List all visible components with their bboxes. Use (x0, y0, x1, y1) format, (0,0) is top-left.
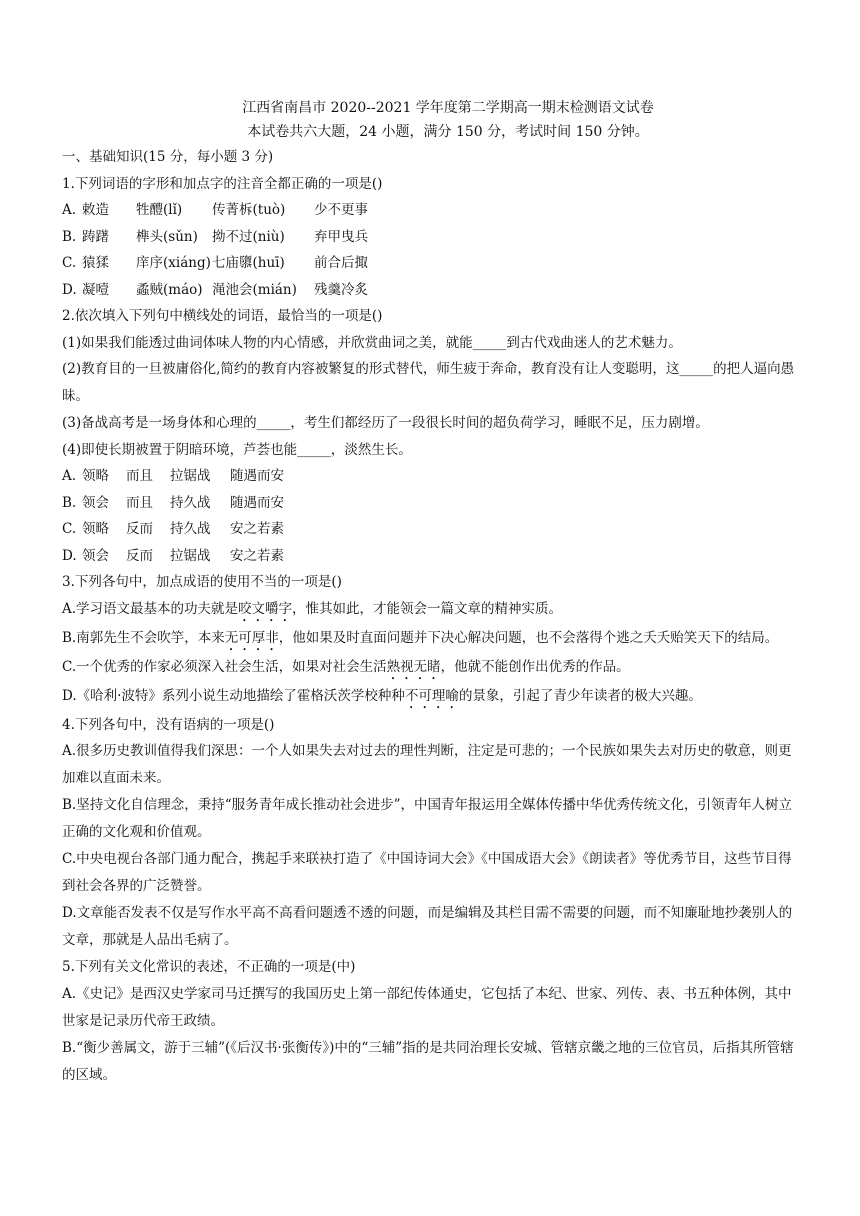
question-2-sentence-2: (2)教育目的一旦被庸俗化,简约的教育内容被繁复的形式替代，师生疲于奔命，教育没有让人变聪明，这_____的把人逼向愚昧。 (62, 361, 795, 404)
question-2-stem: 2.依次填入下列句中横线处的词语，最恰当的一项是() (62, 308, 383, 324)
option-text: ，他就不能创作出优秀的作品。 (440, 658, 630, 675)
question-2-option-a (62, 463, 798, 490)
option-word: 反而 (126, 521, 153, 537)
question-4-option-a: A.很多历史教训值得我们深思：一个人如果失去对过去的理性判断，注定是可悲的；一个民族如果失去对历史的敬意，则更加难以直面未来。 (62, 743, 792, 786)
dotted-idiom: 无可厚非 (224, 629, 279, 646)
option-word: 蟊贼(máo) (136, 281, 203, 298)
question-3-option-d (62, 683, 798, 712)
dotted-idiom: 不可理喻 (404, 687, 459, 704)
question-1-option-a (62, 197, 798, 224)
option-letter: B. (62, 228, 77, 245)
option-word: 踌躇 (82, 228, 109, 245)
option-word: 持久战 (170, 521, 211, 537)
question-4-stem: 4.下列各句中，没有语病的一项是() (62, 716, 275, 733)
exam-page (62, 96, 798, 1089)
option-word: 而且 (126, 494, 153, 511)
option-word: 传菁柝(tuò) (212, 202, 286, 218)
option-letter: A. (62, 202, 77, 218)
option-word: 领略 (82, 521, 109, 537)
option-word: 随遇而安 (230, 494, 284, 511)
option-text: A.学习语文最基本的功夫就是 (62, 600, 239, 617)
option-word: 安之若素 (230, 521, 284, 537)
option-text: 的景象，引起了青少年读者的极大兴趣。 (458, 687, 702, 704)
option-word: 牲醴(lǐ) (136, 202, 183, 218)
option-letter: D. (62, 547, 77, 564)
question-3-option-c (62, 654, 798, 683)
option-word: 庠序(xiáng) (136, 255, 211, 271)
question-5-stem: 5.下列有关文化常识的表述，不正确的一项是(中) (62, 959, 356, 975)
option-word: 弃甲曳兵 (314, 228, 368, 245)
question-3-option-a (62, 596, 798, 625)
dotted-idiom: 熟视无睹 (386, 658, 441, 675)
option-text: ，他如果及时直面问题并下决心解决问题，也不会落得个逃之夭夭贻笑天下的结局。 (278, 629, 779, 646)
option-letter: D. (62, 281, 77, 298)
option-word: 少不更事 (314, 202, 368, 218)
question-2-option-c (62, 516, 798, 543)
option-letter: B. (62, 494, 77, 511)
question-3-stem: 3.下列各句中，加点成语的使用不当的一项是() (62, 574, 342, 590)
option-word: 随遇而安 (230, 468, 284, 484)
question-2-sentence-4: (4)即使长期被置于阴暗环境，芦荟也能_____，淡然生长。 (62, 441, 412, 458)
exam-title: 江西省南昌市 2020--2021 学年度第二学期高一期末检测语文试卷 (242, 100, 654, 116)
question-5-option-b: B.“衡少善属文，游于三辅”(《后汉书·张衡传》)中的“三辅”指的是共同治理长安城、管辖京畿之地的三位官员，后指其所管辖的区域。 (62, 1039, 794, 1083)
option-text: C.一个优秀的作家必须深入社会生活，如果对社会生活 (62, 658, 387, 675)
option-word: 反而 (126, 547, 153, 564)
option-word: 榫头(sǔn) (136, 228, 198, 245)
exam-subtitle: 本试卷共六大题，24 小题，满分 150 分，考试时间 150 分钟。 (247, 124, 649, 140)
question-1-option-b (62, 224, 798, 251)
question-2-sentence-3: (3)备战高考是一场身体和心理的_____，考生们都经历了一段很长时间的超负荷学习，睡眠不足，压力剧增。 (62, 415, 709, 431)
option-word: 残羹冷炙 (314, 281, 368, 298)
option-word: 领会 (82, 494, 109, 511)
question-4-option-c: C.中央电视台各部门通力配合，携起手来联袂打造了《中国诗词大会》《中国成语大会》《朗读者》等优秀节目，这些节目得到社会各界的广泛赞誉。 (62, 851, 792, 894)
question-3-option-b (62, 625, 798, 654)
question-2-option-d (62, 543, 798, 570)
dotted-idiom: 咬文嚼字 (238, 600, 293, 617)
option-text: ，惟其如此，才能领会一篇文章的精神实质。 (292, 600, 563, 617)
option-letter: C. (62, 255, 77, 271)
option-word: 拗不过(niù) (212, 228, 285, 245)
option-word: 拉锯战 (170, 547, 211, 564)
option-word: 前合后掫 (314, 255, 368, 271)
question-4-option-b: B.坚持文化自信理念，秉持“服务青年成长推动社会进步”，中国青年报运用全媒体传播中华优秀传统文化，引领青年人树立正确的文化观和价值观。 (62, 797, 793, 840)
option-text: B.南郭先生不会吹竽，本来 (62, 629, 225, 646)
option-word: 而且 (126, 468, 153, 484)
option-word: 持久战 (170, 494, 211, 511)
question-2-sentence-1: (1)如果我们能透过曲词体味人物的内心情感，并欣赏曲词之美，就能_____到古代戏曲迷人的艺术魅力。 (62, 334, 682, 351)
option-word: 渑池会(mián) (212, 281, 297, 298)
section-heading: 一、基础知识(15 分，每小题 3 分) (62, 149, 274, 165)
question-1-option-c (62, 250, 798, 277)
question-1-stem: 1.下列词语的字形和加点字的注音全都正确的一项是() (62, 175, 383, 192)
option-word: 安之若素 (230, 547, 284, 564)
option-word: 凝噎 (82, 281, 109, 298)
option-word: 拉锯战 (170, 468, 211, 484)
question-4-option-d: D.文章能否发表不仅是写作水平高不高看问题透不透的问题，而是编辑及其栏目需不需要的问题，而不知廉耻地抄袭别人的文章，那就是人品出毛病了。 (62, 905, 793, 948)
option-letter: C. (62, 521, 77, 537)
option-word: 敕造 (82, 202, 109, 218)
question-1-option-d (62, 277, 798, 304)
option-letter: A. (62, 468, 77, 484)
option-word: 七庙隳(huī) (212, 255, 285, 271)
question-2-option-b (62, 490, 798, 517)
option-word: 领略 (82, 468, 109, 484)
option-word: 猿猱 (82, 255, 109, 271)
question-5-option-a: A.《史记》是西汉史学家司马迁撰写的我国历史上第一部纪传体通史，它包括了本纪、世家、列传、表、书五种体例，其中世家是记录历代帝王政绩。 (62, 985, 792, 1029)
option-word: 领会 (82, 547, 109, 564)
option-text: D.《哈利·波特》系列小说生动地描绘了霍格沃茨学校种种 (62, 687, 405, 704)
